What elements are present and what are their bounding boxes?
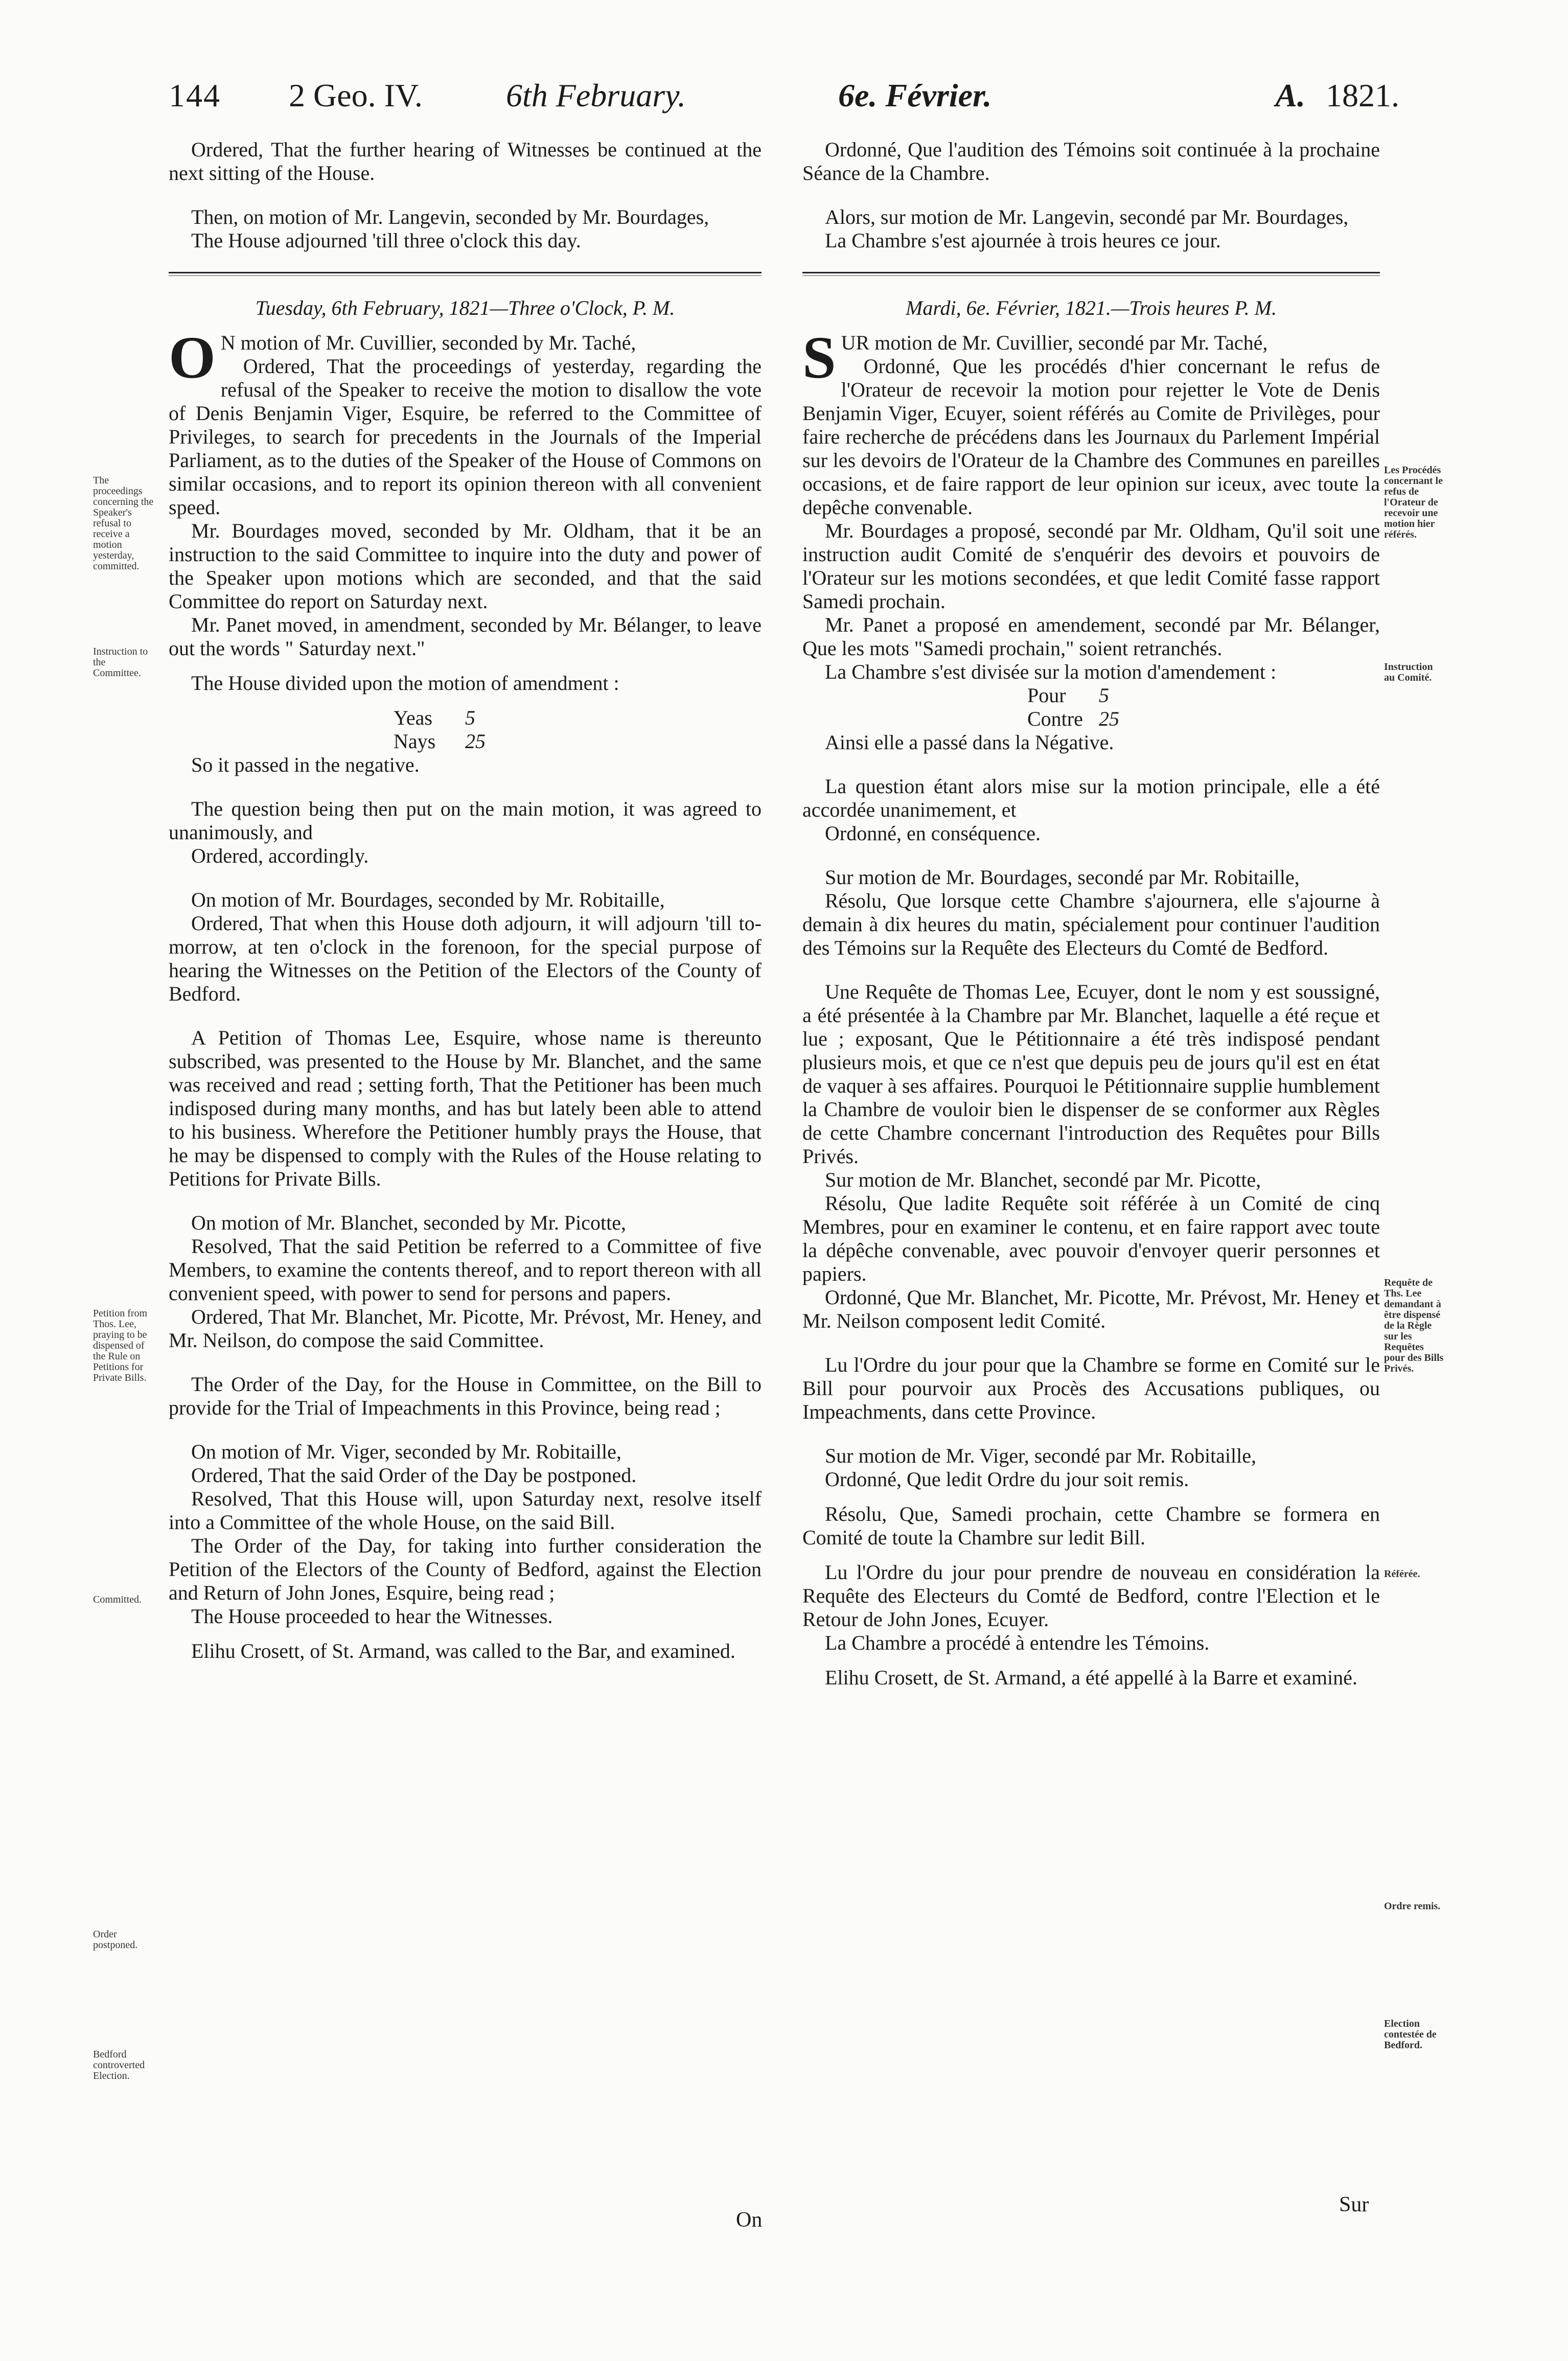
paragraph: Ordonné, en conséquence.: [825, 822, 1041, 845]
paragraph: Alors, sur motion de Mr. Langevin, secondé par Mr. Bourdages,: [825, 205, 1349, 228]
section-rule: [169, 272, 762, 273]
paragraph: La Chambre a procédé à entendre les Témoins.: [825, 1631, 1210, 1654]
paragraph: Résolu, Que lorsque cette Chambre s'ajournera, elle s'ajourne à demain à dix heures du matin, spécialement pour continuer l'audition des Témoins sur la Requête des Electeurs du Comté de Bedford.: [802, 889, 1380, 959]
paragraph: Ordered, That the proceedings of yesterday, regarding the refusal of the Speaker to receive the motion to disallow the vote of Denis Benjamin Viger, Esquire, be referred to the Committee of Privileges, to search for precedents in the Journals of the Imperial Parliament, as to the duties of the Speaker of the House of Commons on similar occasions, and to report its opinion thereon with all convenient speed.: [169, 355, 762, 519]
vote-nays: [169, 730, 762, 753]
paragraph: Elihu Crosett, de St. Armand, a été appellé à la Barre et examiné.: [825, 1666, 1357, 1689]
paragraph: Ordered, That the said Order of the Day be postponed.: [191, 1464, 637, 1487]
margin-note: Les Procédés concernant le refus de l'Orateur de recevoir une motion hier référés.: [1384, 465, 1443, 540]
paragraph: Mr. Bourdages a proposé, secondé par Mr. Oldham, Qu'il soit une instruction audit Comité de s'enquérir des devoirs et pouvoirs de l'Orateur sur les motions secondées, et que ledit Comité fasse rapport Samedi prochain.: [802, 519, 1380, 613]
year-prefix: A.: [1275, 77, 1305, 113]
paragraph: Sur motion de Mr. Viger, secondé par Mr. Robitaille,: [825, 1444, 1257, 1467]
year-value: 1821.: [1326, 77, 1399, 113]
vote-count: 5: [1099, 684, 1109, 707]
margin-note: Election contestée de Bedford.: [1384, 2018, 1437, 2051]
opening-text: UR motion de Mr. Cuvillier, secondé par Mr. Taché,: [841, 331, 1268, 354]
paragraph: The Order of the Day, for taking into further consideration the Petition of the Electors of the County of Bedford, against the Election and Return of John Jones, Esquire, being read ;: [169, 1534, 762, 1604]
page-number: 144: [169, 77, 221, 113]
vote-nays: [802, 707, 1380, 731]
paragraph: Résolu, Que ladite Requête soit référée à un Comité de cinq Membres, pour en examiner le contenu, et en faire rapport avec toute la dépêche convenable, avec pouvoir d'envoyer querir personnes et papiers.: [802, 1192, 1380, 1285]
paragraph: Ordonné, Que Mr. Blanchet, Mr. Picotte, Mr. Prévost, Mr. Heney et Mr. Neilson composent ledit Comité.: [802, 1286, 1380, 1332]
section-rule-thin: [802, 275, 1380, 276]
opening-text: N motion of Mr. Cuvillier, seconded by Mr. Taché,: [220, 331, 636, 354]
paragraph: La Chambre s'est ajournée à trois heures ce jour.: [825, 229, 1221, 252]
dateline-text: Tuesday, 6th February, 1821—Three o'Clock, P. M.: [255, 296, 675, 319]
paragraph: Mr. Panet a proposé en amendement, secondé par Mr. Bélanger, Que les mots "Samedi prochain," soient retranchés.: [802, 613, 1380, 660]
paragraph: On motion of Mr. Bourdages, seconded by Mr. Robitaille,: [191, 888, 665, 911]
vote-label: Contre: [1027, 707, 1083, 730]
vote-label: Nays: [394, 730, 436, 753]
vote-count: 25: [465, 730, 486, 753]
header-year: [1275, 77, 1399, 114]
french-column: [802, 138, 1380, 1689]
margin-note: Bedford controverted Election.: [93, 2049, 145, 2081]
vote-count: 25: [1099, 707, 1119, 730]
paragraph: Une Requête de Thomas Lee, Ecuyer, dont le nom y est soussigné, a été présentée à la Chambre par Mr. Blanchet, laquelle a été reçue et lue ; exposant, Que le Pétitionnaire a été très indisposé pendant plusieurs mois, et que ce n'est que depuis peu de jours qu'il est en état de vaquer à ses affaires. Pourquoi le Pétitionnaire supplie humblement la Chambre de vouloir bien le dispenser de se conformer aux Règles de cette Chambre concernant l'introduction des Requêtes pour Bills Privés.: [802, 980, 1380, 1168]
header-date-english: 6th February.: [506, 77, 686, 113]
paragraph: Then, on motion of Mr. Langevin, seconded by Mr. Bourdages,: [191, 205, 709, 228]
paragraph: A Petition of Thomas Lee, Esquire, whose name is thereunto subscribed, was presented to the House by Mr. Blanchet, and the same was received and read ; setting forth, That the Petitioner has been much indisposed during many months, and has but lately been able to attend to his business. Wherefore the Petitioner humbly prays the House, that he may be dispensed to comply with the Rules of the House relating to Petitions for Private Bills.: [169, 1026, 762, 1190]
paragraph: Sur motion de Mr. Bourdages, secondé par Mr. Robitaille,: [825, 866, 1300, 889]
vote-label: Yeas: [394, 706, 432, 729]
paragraph: Elihu Crosett, of St. Armand, was called to the Bar, and examined.: [191, 1639, 735, 1662]
margin-note: Référée.: [1384, 1568, 1420, 1580]
paragraph: Resolved, That the said Petition be referred to a Committee of five Members, to examine the contents thereof, and to report thereon with all convenient speed, with power to send for persons and papers.: [169, 1235, 762, 1305]
margin-note: Instruction to the Committee.: [93, 646, 148, 679]
catchword-french: Sur: [1339, 2193, 1369, 2216]
page-header: [169, 77, 1399, 123]
paragraph: On motion of Mr. Blanchet, seconded by Mr. Picotte,: [191, 1211, 626, 1234]
catchword-english: On: [736, 2208, 763, 2232]
paragraph: The question being then put on the main motion, it was agreed to unanimously, and: [169, 797, 762, 844]
paragraph: The House divided upon the motion of amendment :: [191, 672, 619, 695]
paragraph: The House adjourned 'till three o'clock this day.: [191, 229, 581, 252]
vote-label: Pour: [1027, 684, 1066, 707]
drop-cap: S: [802, 324, 836, 391]
paragraph: La Chambre s'est divisée sur la motion d'amendement :: [825, 660, 1277, 683]
paragraph: Lu l'Ordre du jour pour prendre de nouveau en considération la Requête des Electeurs du Comté de Bedford, contre l'Election et le Retour de John Jones, Ecuyer.: [802, 1561, 1380, 1631]
header-date-french: 6e. Février.: [838, 77, 992, 113]
regnal-year: 2 Geo. IV.: [289, 77, 423, 113]
paragraph: Ordonné, Que l'audition des Témoins soit continuée à la prochaine Séance de la Chambre.: [802, 138, 1380, 184]
paragraph: The Order of the Day, for the House in Committee, on the Bill to provide for the Trial of Impeachments in this Province, being read ;: [169, 1373, 762, 1419]
paragraph: The House proceeded to hear the Witnesses.: [191, 1605, 553, 1628]
dateline-text: Mardi, 6e. Février, 1821.—Trois heures P. M.: [906, 296, 1277, 319]
english-column: [169, 138, 762, 1663]
paragraph: Résolu, Que, Samedi prochain, cette Chambre se formera en Comité de toute la Chambre sur ledit Bill.: [802, 1502, 1380, 1549]
dateline: [802, 296, 1380, 320]
paragraph-opening: [169, 324, 762, 391]
margin-note: Order postponed.: [93, 1929, 138, 1951]
paragraph: Mr. Panet moved, in amendment, seconded by Mr. Bélanger, to leave out the words " Saturday next.": [169, 613, 762, 660]
paragraph: Mr. Bourdages moved, seconded by Mr. Oldham, that it be an instruction to the said Committee to inquire into the duty and power of the Speaker upon motions which are seconded, and that the said Committee do report on Saturday next.: [169, 519, 762, 613]
margin-note: Committed.: [93, 1594, 142, 1605]
drop-cap: O: [169, 324, 216, 391]
paragraph: Lu l'Ordre du jour pour que la Chambre se forme en Comité sur le Bill pour pourvoir aux Procès des Accusations publiques, ou Impeachments, dans cette Province.: [802, 1353, 1380, 1423]
margin-note: Petition from Thos. Lee, praying to be dispensed of the Rule on Petitions for Private Bills.: [93, 1308, 148, 1383]
dateline: [169, 296, 762, 320]
margin-note: The proceedings concerning the Speaker's refusal to receive a motion yesterday, committed.: [93, 475, 154, 572]
paragraph: So it passed in the negative.: [191, 753, 420, 776]
paragraph: Ordered, That Mr. Blanchet, Mr. Picotte, Mr. Prévost, Mr. Heney, and Mr. Neilson, do compose the said Committee.: [169, 1305, 762, 1352]
paragraph: Ordered, accordingly.: [191, 844, 369, 867]
section-rule-thin: [169, 275, 762, 276]
paragraph: Resolved, That this House will, upon Saturday next, resolve itself into a Committee of the whole House, on the said Bill.: [169, 1487, 762, 1534]
paragraph: Sur motion de Mr. Blanchet, secondé par Mr. Picotte,: [825, 1168, 1261, 1191]
paragraph: Ordonné, Que les procédés d'hier concernant le refus de l'Orateur de recevoir la motion pour rejetter le Vote de Denis Benjamin Viger, Ecuyer, soient référés au Comite de Privilèges, pour faire recherche de précédens dans les Journaux du Parlement Impérial sur les devoirs de l'Orateur de la Chambre des Communes en pareilles occasions, et de faire rapport de leur opinion sur iceux, avec toute la depêche convenable.: [802, 355, 1380, 519]
margin-note: Ordre remis.: [1384, 1901, 1441, 1912]
paragraph: On motion of Mr. Viger, seconded by Mr. Robitaille,: [191, 1440, 621, 1463]
margin-note: Requête de Ths. Lee demandant à être dispensé de la Règle sur les Requêtes pour des Bills Privés.: [1384, 1277, 1444, 1374]
paragraph: Ordered, That when this House doth adjourn, it will adjourn 'till to-morrow, at ten o'clock in the forenoon, for the special purpose of hearing the Witnesses on the Petition of the Electors of the County of Bedford.: [169, 912, 762, 1005]
vote-yeas: [169, 706, 762, 730]
vote-count: 5: [465, 706, 475, 729]
paragraph: Ordered, That the further hearing of Witnesses be continued at the next sitting of the House.: [169, 138, 762, 184]
paragraph: Ordonné, Que ledit Ordre du jour soit remis.: [825, 1468, 1189, 1491]
section-rule: [802, 272, 1380, 273]
paragraph: Ainsi elle a passé dans la Négative.: [825, 731, 1114, 754]
paragraph-opening: [802, 324, 1380, 391]
paragraph: La question étant alors mise sur la motion principale, elle a été accordée unanimement, et: [802, 775, 1380, 821]
margin-note: Instruction au Comité.: [1384, 661, 1433, 683]
vote-yeas: [802, 684, 1380, 707]
